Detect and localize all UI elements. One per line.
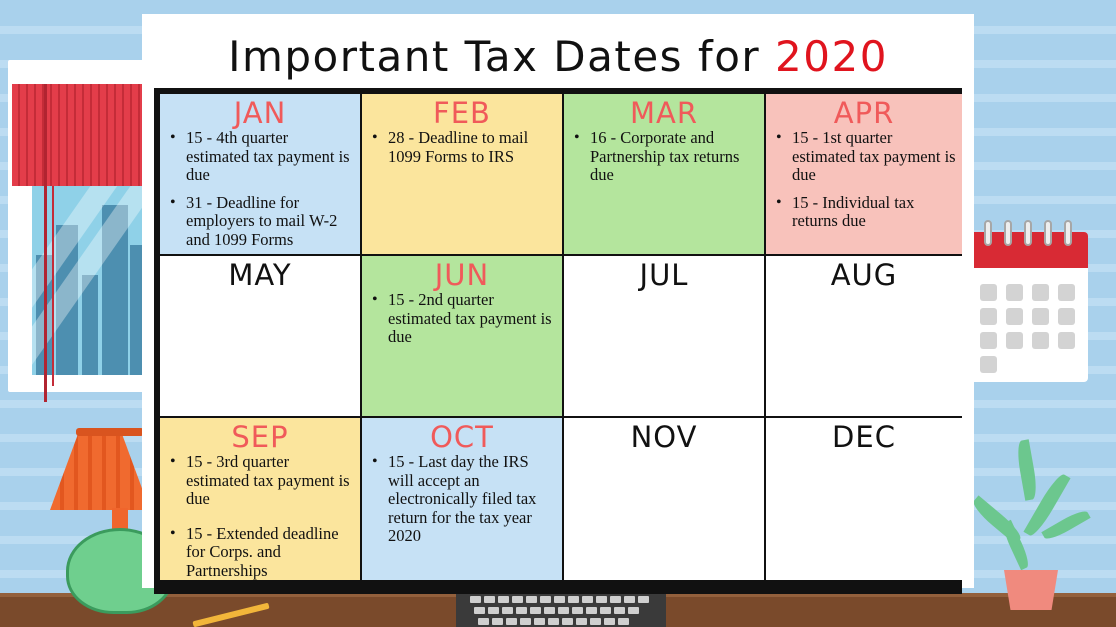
calendar-ring-illustration <box>984 220 992 246</box>
event-item: • 15 - 4th quarter estimated tax payment is due <box>166 129 354 185</box>
month-cell-sep <box>160 418 360 580</box>
event-list <box>772 129 956 231</box>
window-blind-illustration <box>12 84 152 186</box>
month-name: MAR <box>629 96 698 130</box>
blind-cord-illustration <box>44 84 47 402</box>
event-list <box>570 129 758 185</box>
calendar-ring-illustration <box>1024 220 1032 246</box>
event-list <box>368 291 556 347</box>
calendar-ring-illustration <box>1064 220 1072 246</box>
month-name: AUG <box>830 258 898 292</box>
calendar-ring-illustration <box>1044 220 1052 246</box>
month-name: OCT <box>430 420 494 454</box>
event-list <box>166 453 354 580</box>
event-item: • 15 - Last day the IRS will accept an electronically filed tax return for the tax year 2020 <box>368 453 556 546</box>
event-item: • 15 - Individual tax returns due <box>772 194 956 231</box>
month-cell-apr <box>766 94 962 254</box>
month-name: APR <box>833 96 895 130</box>
month-cell-jan <box>160 94 360 254</box>
event-item: • 28 - Deadline to mail 1099 Forms to IRS <box>368 129 556 166</box>
poster-title-text: Important Tax Dates for <box>228 32 761 81</box>
month-name: DEC <box>832 420 896 454</box>
month-cell-jul <box>564 256 764 416</box>
wall-calendar-illustration <box>966 232 1088 382</box>
event-item: • 15 - 1st quarter estimated tax payment is due <box>772 129 956 185</box>
event-item: • 15 - 3rd quarter estimated tax payment is due <box>166 453 354 509</box>
event-item: • 16 - Corporate and Partnership tax returns due <box>570 129 758 185</box>
plant-pot-illustration <box>1004 570 1058 610</box>
calendar-grid <box>154 88 962 594</box>
month-cell-oct <box>362 418 562 580</box>
month-cell-may <box>160 256 360 416</box>
month-name: JAN <box>233 96 287 130</box>
poster-title <box>142 32 974 81</box>
tax-dates-poster <box>142 14 974 588</box>
calendar-ring-illustration <box>1004 220 1012 246</box>
month-cell-aug <box>766 256 962 416</box>
poster-title-year: 2020 <box>775 32 888 81</box>
month-name: NOV <box>630 420 698 454</box>
month-name: JUN <box>434 258 490 292</box>
month-name: JUL <box>639 258 689 292</box>
month-cell-nov <box>564 418 764 580</box>
month-cell-feb <box>362 94 562 254</box>
lamp-shade-top-illustration <box>76 428 144 436</box>
month-cell-mar <box>564 94 764 254</box>
month-cell-dec <box>766 418 962 580</box>
month-name: MAY <box>228 258 292 292</box>
event-list <box>368 129 556 166</box>
event-item: • 15 - Extended deadline for Corps. and Partnerships <box>166 525 354 581</box>
event-list <box>166 129 354 249</box>
event-item: • 15 - 2nd quarter estimated tax payment is due <box>368 291 556 347</box>
event-item: • 31 - Deadline for employers to mail W-2 and 1099 Forms <box>166 194 354 250</box>
month-cell-jun <box>362 256 562 416</box>
blind-cord-illustration <box>52 186 54 386</box>
event-list <box>368 453 556 546</box>
month-name: FEB <box>433 96 491 130</box>
month-name: SEP <box>231 420 289 454</box>
